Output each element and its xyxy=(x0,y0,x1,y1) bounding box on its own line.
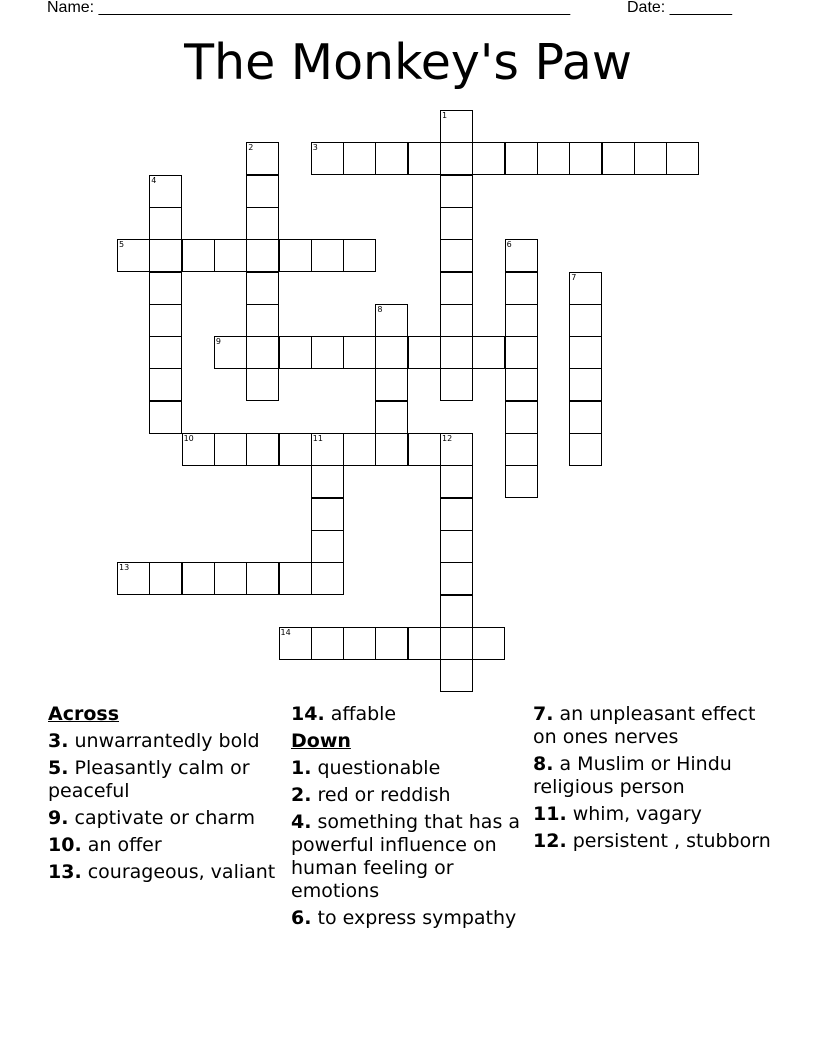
grid-cell[interactable] xyxy=(149,562,182,595)
clue-text: an unpleasant effect on ones nerves xyxy=(533,703,756,748)
clue-number: 8. xyxy=(533,753,554,775)
grid-cell[interactable] xyxy=(343,142,376,175)
grid-cell[interactable] xyxy=(569,401,602,434)
grid-cell[interactable] xyxy=(149,272,182,305)
grid-cell[interactable] xyxy=(569,433,602,466)
clue-across-13 xyxy=(48,861,286,884)
clue-down-1 xyxy=(291,757,529,780)
clue-text: something that has a powerful influence on human feeling or emotions xyxy=(291,811,521,902)
clue-column-1 xyxy=(48,703,286,888)
grid-cell[interactable] xyxy=(375,368,408,401)
clue-text: unwarrantedly bold xyxy=(74,730,260,752)
grid-cell[interactable] xyxy=(472,627,505,660)
grid-cell[interactable] xyxy=(440,562,473,595)
clue-number: 14. xyxy=(291,703,325,725)
clue-number-label: 8 xyxy=(377,304,383,314)
clue-text: Pleasantly calm or peaceful xyxy=(48,757,250,802)
grid-cell[interactable] xyxy=(117,239,150,272)
grid-cell[interactable] xyxy=(246,175,279,208)
grid-cell[interactable] xyxy=(182,562,215,595)
grid-cell[interactable] xyxy=(440,336,473,369)
grid-cell[interactable] xyxy=(505,142,538,175)
grid-cell[interactable] xyxy=(375,433,408,466)
grid-cell[interactable] xyxy=(246,207,279,240)
grid-cell[interactable] xyxy=(505,465,538,498)
clue-number-label: 2 xyxy=(248,143,254,153)
grid-cell[interactable] xyxy=(311,627,344,660)
clue-across-14 xyxy=(291,703,529,726)
name-field-label[interactable]: Name: _____________________________________________________ xyxy=(47,0,571,16)
grid-cell[interactable] xyxy=(440,659,473,692)
grid-cell[interactable] xyxy=(311,498,344,531)
grid-cell[interactable] xyxy=(246,142,279,175)
grid-cell[interactable] xyxy=(246,562,279,595)
clue-text: whim, vagary xyxy=(572,803,702,825)
grid-cell[interactable] xyxy=(246,433,279,466)
grid-cell[interactable] xyxy=(279,336,312,369)
grid-cell[interactable] xyxy=(343,627,376,660)
grid-cell[interactable] xyxy=(440,207,473,240)
grid-cell[interactable] xyxy=(634,142,667,175)
clue-number-label: 3 xyxy=(312,143,318,153)
grid-cell[interactable] xyxy=(440,368,473,401)
clue-text: red or reddish xyxy=(317,784,451,806)
grid-cell[interactable] xyxy=(343,336,376,369)
grid-cell[interactable] xyxy=(408,336,441,369)
clue-down-2 xyxy=(291,784,529,807)
clue-number: 6. xyxy=(291,907,312,929)
grid-cell[interactable] xyxy=(311,142,344,175)
clue-down-11 xyxy=(533,803,771,826)
grid-cell[interactable] xyxy=(149,336,182,369)
grid-cell[interactable] xyxy=(149,304,182,337)
clue-number: 3. xyxy=(48,730,69,752)
grid-cell[interactable] xyxy=(505,239,538,272)
clue-text: to express sympathy xyxy=(317,907,517,929)
grid-cell[interactable] xyxy=(440,595,473,628)
grid-cell[interactable] xyxy=(569,304,602,337)
clue-number: 10. xyxy=(48,834,82,856)
grid-cell[interactable] xyxy=(505,272,538,305)
clue-text: courageous, valiant xyxy=(87,861,276,883)
grid-cell[interactable] xyxy=(279,433,312,466)
clue-across-5 xyxy=(48,757,286,803)
grid-cell[interactable] xyxy=(149,239,182,272)
clue-number: 9. xyxy=(48,807,69,829)
clue-number: 1. xyxy=(291,757,312,779)
grid-cell[interactable] xyxy=(214,562,247,595)
clue-number-label: 14 xyxy=(280,627,291,637)
grid-cell[interactable] xyxy=(214,433,247,466)
grid-cell[interactable] xyxy=(279,627,312,660)
grid-cell[interactable] xyxy=(311,336,344,369)
clue-down-12 xyxy=(533,830,771,853)
grid-cell[interactable] xyxy=(505,304,538,337)
grid-cell[interactable] xyxy=(343,239,376,272)
clue-number: 12. xyxy=(533,830,567,852)
clue-down-7 xyxy=(533,703,771,749)
grid-cell[interactable] xyxy=(440,304,473,337)
grid-cell[interactable] xyxy=(214,336,247,369)
grid-cell[interactable] xyxy=(149,368,182,401)
clue-down-6 xyxy=(291,907,529,930)
clue-number: 2. xyxy=(291,784,312,806)
grid-cell[interactable] xyxy=(375,304,408,337)
grid-cell[interactable] xyxy=(149,175,182,208)
clue-text: captivate or charm xyxy=(74,807,256,829)
clue-column-2 xyxy=(291,703,529,934)
grid-cell[interactable] xyxy=(311,433,344,466)
grid-cell[interactable] xyxy=(375,142,408,175)
clue-number: 13. xyxy=(48,861,82,883)
grid-cell[interactable] xyxy=(311,465,344,498)
clue-number-label: 1 xyxy=(442,111,448,120)
clue-across-3 xyxy=(48,730,286,753)
clue-down-8 xyxy=(533,753,771,799)
grid-cell[interactable] xyxy=(569,336,602,369)
clue-number-label: 11 xyxy=(312,434,323,443)
grid-cell[interactable] xyxy=(505,433,538,466)
clue-number-label: 7 xyxy=(571,272,577,282)
grid-cell[interactable] xyxy=(279,562,312,595)
grid-cell[interactable] xyxy=(472,336,505,369)
grid-cell[interactable] xyxy=(440,175,473,208)
grid-cell[interactable] xyxy=(246,336,279,369)
grid-cell[interactable] xyxy=(343,433,376,466)
grid-cell[interactable] xyxy=(182,239,215,272)
grid-cell[interactable] xyxy=(149,401,182,434)
clue-text: persistent , stubborn xyxy=(572,830,771,852)
across-heading: Across xyxy=(48,703,120,725)
clue-text: questionable xyxy=(317,757,441,779)
grid-cell[interactable] xyxy=(375,336,408,369)
grid-cell[interactable] xyxy=(440,530,473,563)
clue-text: an offer xyxy=(87,834,162,856)
grid-cell[interactable] xyxy=(117,562,150,595)
clue-number-label: 10 xyxy=(183,434,194,443)
grid-cell[interactable] xyxy=(149,207,182,240)
grid-cell[interactable] xyxy=(408,433,441,466)
grid-cell[interactable] xyxy=(246,368,279,401)
grid-cell[interactable] xyxy=(214,239,247,272)
grid-cell[interactable] xyxy=(246,304,279,337)
grid-cell[interactable] xyxy=(408,142,441,175)
grid-cell[interactable] xyxy=(602,142,635,175)
grid-cell[interactable] xyxy=(311,530,344,563)
clue-number: 11. xyxy=(533,803,567,825)
grid-cell[interactable] xyxy=(440,498,473,531)
grid-cell[interactable] xyxy=(440,465,473,498)
grid-cell[interactable] xyxy=(505,401,538,434)
clue-text: a Muslim or Hindu religious person xyxy=(533,753,732,798)
grid-cell[interactable] xyxy=(279,239,312,272)
grid-cell[interactable] xyxy=(440,272,473,305)
grid-cell[interactable] xyxy=(311,239,344,272)
grid-cell[interactable] xyxy=(311,562,344,595)
clue-number-label: 4 xyxy=(151,175,157,185)
grid-cell[interactable] xyxy=(440,239,473,272)
clue-number-label: 12 xyxy=(442,434,453,443)
clue-number-label: 5 xyxy=(119,240,125,250)
grid-cell[interactable] xyxy=(440,627,473,660)
grid-cell[interactable] xyxy=(440,433,473,466)
clue-number: 4. xyxy=(291,811,312,833)
clue-column-3 xyxy=(533,703,771,857)
clue-number: 7. xyxy=(533,703,554,725)
grid-cell[interactable] xyxy=(182,433,215,466)
grid-cell[interactable] xyxy=(666,142,699,175)
clue-across-9 xyxy=(48,807,286,830)
clue-text: affable xyxy=(330,703,397,725)
grid-cell[interactable] xyxy=(569,142,602,175)
grid-cell[interactable] xyxy=(408,627,441,660)
clue-number: 5. xyxy=(48,757,69,779)
clue-number-label: 6 xyxy=(506,240,512,250)
grid-cell[interactable] xyxy=(505,368,538,401)
grid-cell[interactable] xyxy=(440,110,473,143)
grid-cell[interactable] xyxy=(569,272,602,305)
grid-cell[interactable] xyxy=(440,142,473,175)
grid-cell[interactable] xyxy=(537,142,570,175)
grid-cell[interactable] xyxy=(375,627,408,660)
clue-number-label: 13 xyxy=(119,563,130,573)
grid-cell[interactable] xyxy=(505,336,538,369)
grid-cell[interactable] xyxy=(375,401,408,434)
down-heading: Down xyxy=(291,730,351,752)
puzzle-title: The Monkey's Paw xyxy=(184,34,632,91)
grid-cell[interactable] xyxy=(569,368,602,401)
grid-cell[interactable] xyxy=(246,272,279,305)
clue-down-4 xyxy=(291,811,529,903)
date-field-label[interactable]: Date: _______ xyxy=(627,0,732,16)
grid-cell[interactable] xyxy=(472,142,505,175)
clue-number-label: 9 xyxy=(215,337,221,347)
clue-across-10 xyxy=(48,834,286,857)
grid-cell[interactable] xyxy=(246,239,279,272)
